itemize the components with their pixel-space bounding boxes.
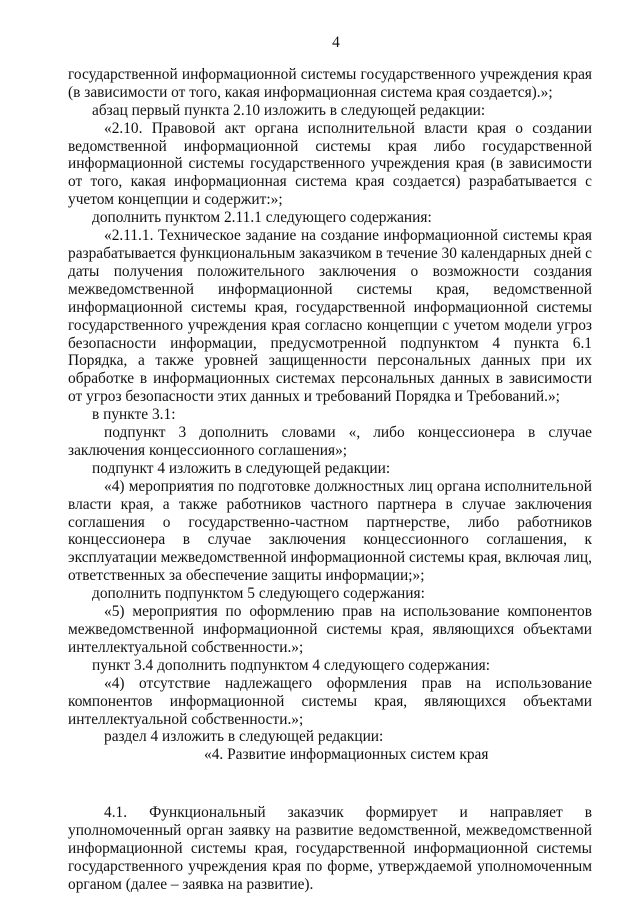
paragraph-amendment-2-10-intro: абзац первый пункта 2.10 изложить в следующей редакции: (92, 101, 486, 119)
paragraph-subpoint-3: подпункт 3 дополнить словами «, либо концессионера в случае заключения концессионного соглашения»; (68, 424, 592, 459)
paragraph-add-2-11-1: дополнить пунктом 2.11.1 следующего содержания: (92, 209, 432, 227)
paragraph-3-4-subpoint-4-text: «4) отсутствие надлежащего оформления прав на использование компонентов информационной системы края, являющихся объектами интеллектуальной собственности.»; (68, 674, 592, 728)
paragraph-2-11-1-text: «2.11.1. Техническое задание на создание информационной системы края разрабатывается функциональным заказчиком в течение 30 календарных дней с даты получения положительного заключения о возможности создания межведомственной информационной системы края, ведомственной информационной системы края, государственной информационной системы государственного учреждения края согласно концепции с учетом модели угроз безопасности информации, предусмотренной подпунктом 4 пункта 6.1 Порядка, а также уровней защищенности персональных данных при их обработке в информационных системах персональных данных в зависимости от угроз безопасности этих данных и требований Порядка и Требований.»; (68, 227, 593, 406)
paragraph-4-1-text: 4.1. Функциональный заказчик формирует и направляет в уполномоченный орган заявку на развитие ведомственной, межведомственной информационной системы края, государственной информационной системы государственного учреждения края по форме, утверждаемой уполномоченным органом (далее – заявка на развитие). (68, 804, 592, 893)
page-number: 4 (332, 34, 340, 51)
paragraph-2-10-text: «2.10. Правовой акт органа исполнительной власти края о создании ведомственной информационной системы края либо государственной информационной системы государственного учреждения края (в зависимости от того, какая информационная система края создается) разрабатывается с учетом концепции и содержит:»; (68, 119, 592, 209)
paragraph-add-subpoint-5: дополнить подпунктом 5 следующего содержания: (92, 585, 425, 603)
paragraph-point-3-4: пункт 3.4 дополнить подпунктом 4 следующего содержания: (92, 656, 490, 674)
paragraph-point-3-1: в пункте 3.1: (92, 406, 176, 424)
paragraph-subpoint-5-text: «5) мероприятия по оформлению прав на использование компонентов межведомственной информационной системы края, являющихся объектами интеллектуальной собственности.»; (68, 603, 592, 656)
paragraph-subpoint-4-text: «4) мероприятия по подготовке должностных лиц органа исполнительной власти края, а также работников частного партнера в случае заключения соглашения о государственно-частном партнерстве, либо работников концессионера в случае заключения концессионного соглашения, к эксплуатации межведомственной информационной системы края, включая лиц, ответственных за обеспечение защиты информации;»; (68, 477, 592, 585)
paragraph-continuation: государственной информационной системы государственного учреждения края (в зависимости от того, какая информационная система края создается).»; (68, 65, 592, 101)
paragraph-section-4-intro: раздел 4 изложить в следующей редакции: (104, 728, 384, 746)
paragraph-subpoint-4-intro: подпункт 4 изложить в следующей редакции: (92, 459, 391, 477)
spacer (68, 764, 592, 804)
section-heading: «4. Развитие информационных систем края (204, 746, 489, 764)
